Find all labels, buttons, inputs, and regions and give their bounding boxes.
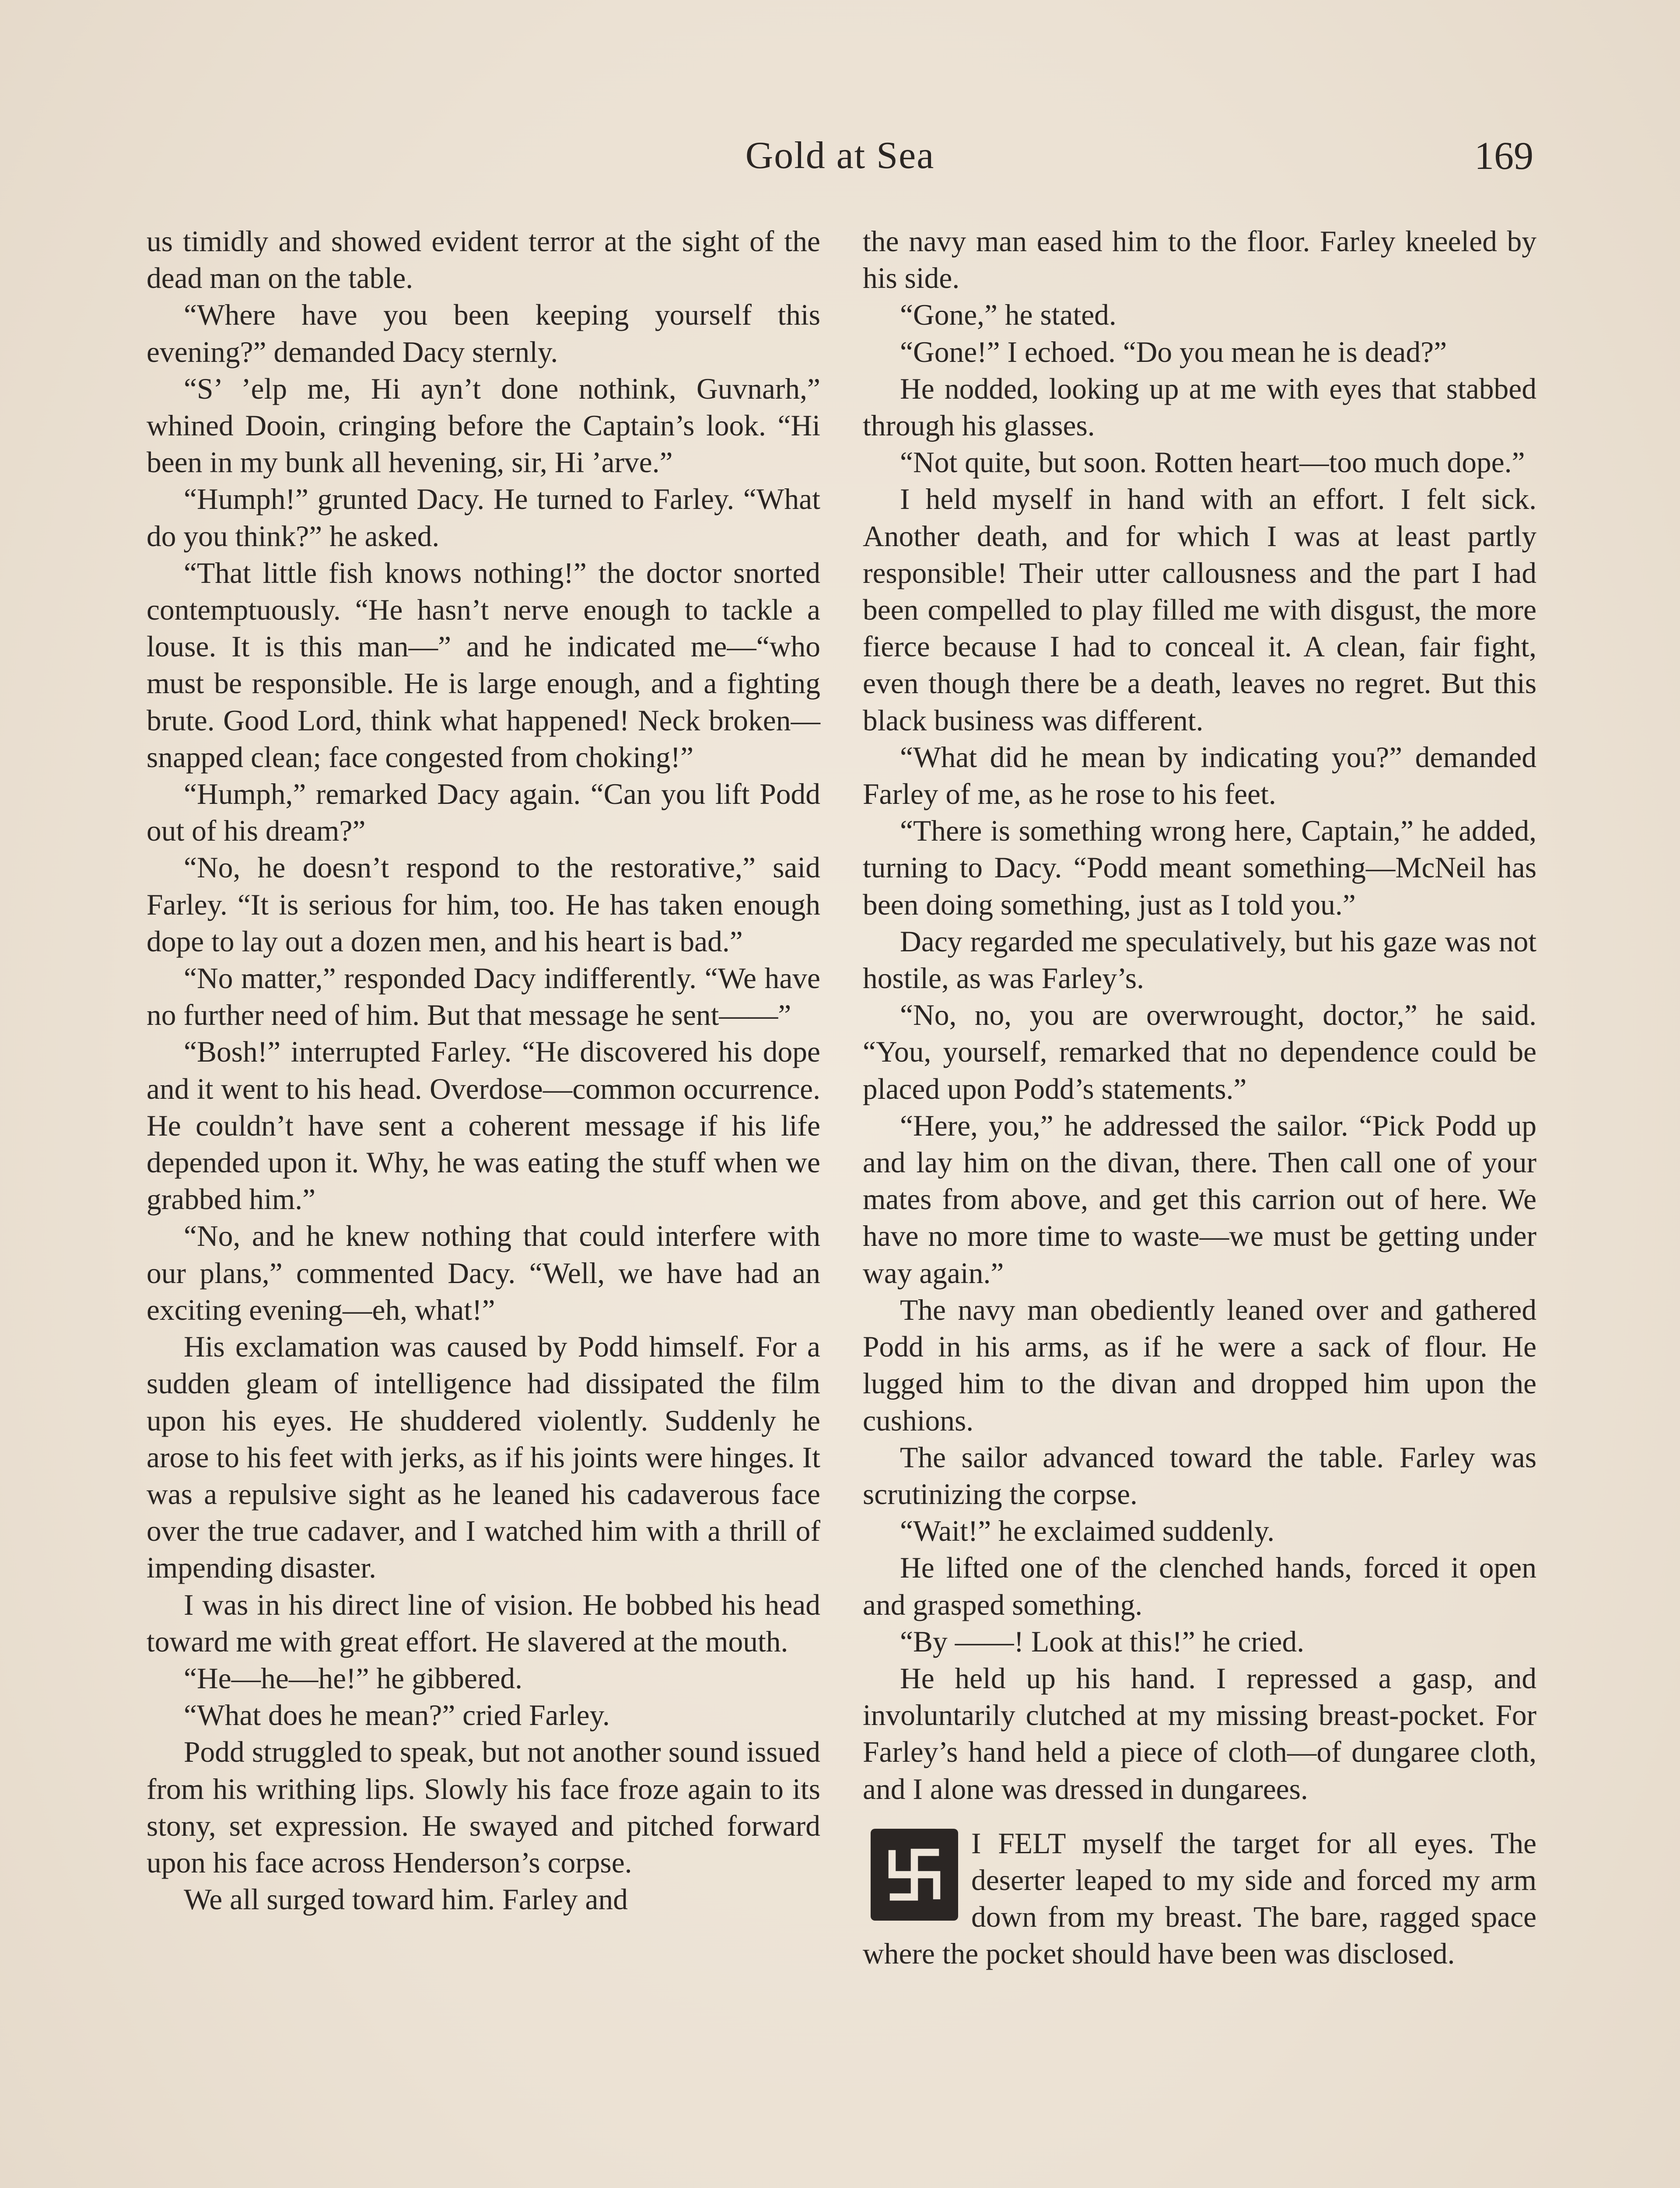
paragraph: “Where have you been keeping yourself this evening?” demanded Dacy sternly. <box>147 298 820 368</box>
paragraph: “That little fish knows nothing!” the doctor snorted contemptuously. “He hasn’t nerve enough to tackle a louse. It is this man—” and he indicated me—“who must be responsible. He is large enough, and a fighting brute. Good Lord, think what happened! Neck broken—snapped clean; face congested from choking!” <box>147 556 820 774</box>
page-header <box>147 129 1533 182</box>
running-title: Gold at Sea <box>745 134 935 177</box>
page-number: 169 <box>1474 134 1533 178</box>
paragraph: “Humph!” grunted Dacy. He turned to Farley. “What do you think?” he asked. <box>147 483 820 553</box>
paragraph: “By ——! Look at this!” he cried. <box>900 1625 1305 1658</box>
paragraph: “No, and he knew nothing that could interfere with our plans,” commented Dacy. “Well, we have had an exciting evening—eh, what!” <box>147 1220 820 1326</box>
paragraph: “Not quite, but soon. Rotten heart—too much dope.” <box>900 446 1525 479</box>
paragraph: “Bosh!” interrupted Farley. “He discovered his dope and it went to his head. Overdose—common occurrence. He couldn’t have sent a coherent message if his life depended upon it. Why, he was eating the stuff when we grabbed him.” <box>147 1035 820 1216</box>
paragraph: I held myself in hand with an effort. I felt sick. Another death, and for which I was at least partly responsible! Their utter callousness and the part I had been compelled to play filled me with disgust, the more fierce because I had to conceal it. A clean, fair fight, even though there be a death, leaves no regret. But this black business was different. <box>863 483 1536 737</box>
paragraph: “Gone,” he stated. <box>900 298 1116 332</box>
paragraph: the navy man eased him to the floor. Farley kneeled by his side. <box>863 225 1536 295</box>
right-column <box>863 223 1536 1973</box>
left-column <box>147 223 820 1918</box>
paragraph: The sailor advanced toward the table. Farley was scrutinizing the corpse. <box>863 1441 1536 1511</box>
paragraph: He nodded, looking up at me with eyes that stabbed through his glasses. <box>863 372 1536 442</box>
paragraph: “Humph,” remarked Dacy again. “Can you lift Podd out of his dream?” <box>147 778 820 848</box>
paragraph: “Wait!” he exclaimed suddenly. <box>900 1515 1275 1548</box>
paragraph: “S’ ’elp me, Hi ayn’t done nothink, Guvnarh,” whined Dooin, cringing before the Captain’s look. “Hi been in my bunk all hevening, sir, Hi ’arve.” <box>147 372 820 479</box>
paragraph: He held up his hand. I repressed a gasp, and involuntarily clutched at my missing breast-pocket. For Farley’s hand held a piece of cloth—of dungaree cloth, and I alone was dressed in dungarees. <box>863 1662 1536 1806</box>
paragraph: “No, he doesn’t respond to the restorative,” said Farley. “It is serious for him, too. He has taken enough dope to lay out a dozen men, and his heart is bad.” <box>147 851 820 958</box>
swastika-ornament-icon <box>871 1829 958 1921</box>
paragraph: I was in his direct line of vision. He bobbed his head toward me with great effort. He slavered at the mouth. <box>147 1588 820 1658</box>
section-opening-paragraph <box>863 1825 1536 1973</box>
paragraph: Dacy regarded me speculatively, but his gaze was not hostile, as was Farley’s. <box>863 925 1536 995</box>
paragraph: “What did he mean by indicating you?” demanded Farley of me, as he rose to his feet. <box>863 740 1536 811</box>
paragraph: “He—he—he!” he gibbered. <box>184 1662 523 1695</box>
paragraph: His exclamation was caused by Podd himself. For a sudden gleam of intelligence had dissipated the film upon his eyes. He shuddered violently. Suddenly he arose to his feet with jerks, as if his joints were hinges. It was a repulsive sight as he leaned his cadaverous face over the true cadaver, and I watched him with a thrill of impending disaster. <box>147 1330 820 1585</box>
paragraph: The navy man obediently leaned over and gathered Podd in his arms, as if he were a sack of flour. He lugged him to the divan and dropped him upon the cushions. <box>863 1293 1536 1437</box>
paragraph: Podd struggled to speak, but not another sound issued from his writhing lips. Slowly his face froze again to its stony, set expression. He swayed and pitched forward upon his face across Henderson’s corpse. <box>147 1736 820 1879</box>
paragraph: “Here, you,” he addressed the sailor. “Pick Podd up and lay him on the divan, there. Then call one of your mates from above, and get this carrion out of here. We have no more time to waste—we must be getting under way again.” <box>863 1109 1536 1290</box>
paragraph: “What does he mean?” cried Farley. <box>184 1699 610 1732</box>
paragraph: “No matter,” responded Dacy indifferently. “We have no further need of him. But that message he sent——” <box>147 962 820 1032</box>
paragraph: “There is something wrong here, Captain,” he added, turning to Dacy. “Podd meant something—McNeil has been doing something, just as I told you.” <box>863 814 1536 921</box>
paragraph: us timidly and showed evident terror at the sight of the dead man on the table. <box>147 225 820 295</box>
paragraph: “No, no, you are overwrought, doctor,” he said. “You, yourself, remarked that no dependence could be placed upon Podd’s statements.” <box>863 999 1536 1105</box>
paragraph: “Gone!” I echoed. “Do you mean he is dead?” <box>900 335 1447 368</box>
section-opening-text: I FELT myself the target for all eyes. The deserter leaped to my side and forced my arm down from my breast. The bare, ragged space where the pocket should have been was disclosed. <box>863 1827 1536 1971</box>
paragraph: He lifted one of the clenched hands, forced it open and grasped something. <box>863 1551 1536 1621</box>
paragraph: We all surged toward him. Farley and <box>184 1883 628 1916</box>
